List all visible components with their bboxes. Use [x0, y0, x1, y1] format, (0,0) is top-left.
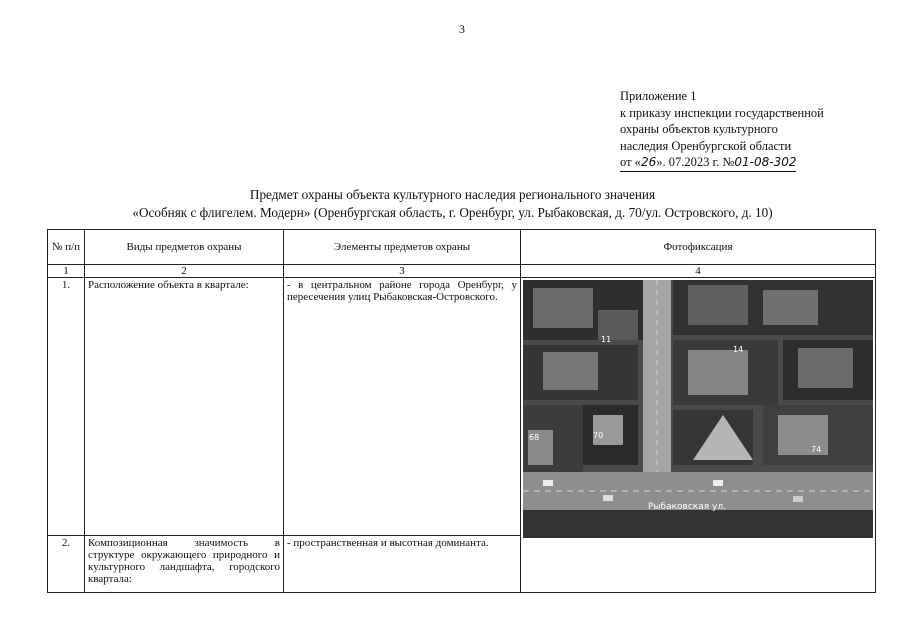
row-type: Композиционная значимость в структуре окружающего природного и культурного ландшафта, городского квартала:: [85, 536, 284, 593]
header-row: [48, 230, 876, 265]
appendix-line-1: Приложение 1: [620, 89, 697, 103]
column-number-row: [48, 265, 876, 278]
date-prefix: от «: [620, 155, 641, 169]
map-building-number: 74: [811, 445, 822, 454]
appendix-line-2: к приказу инспекции государственной: [620, 105, 824, 120]
header-photo: Фотофиксация: [521, 230, 876, 265]
row-number: 1.: [48, 278, 85, 536]
appendix-date-line: [620, 154, 824, 172]
map-building-number: 14: [733, 345, 744, 354]
date-mid: ». 07.2023 г. №: [656, 155, 735, 169]
document-title: [0, 186, 905, 222]
header-elements: Элементы предметов охраны: [284, 230, 521, 265]
order-number: 01-08-302: [734, 155, 797, 169]
page-number: 3: [459, 22, 465, 36]
photo-cell: [521, 278, 876, 593]
date-day: 26: [640, 155, 657, 169]
table-row: [48, 278, 876, 536]
appendix-line-3: охраны объектов культурного: [620, 122, 778, 136]
row-type: Расположение объекта в квартале:: [85, 278, 284, 536]
header-type: Виды предметов охраны: [85, 230, 284, 265]
title-line-2: «Особняк с флигелем. Модерн» (Оренбургская область, г. Оренбург, ул. Рыбаковская, д. 70/ул. Островского, д. 10): [132, 205, 773, 220]
title-line-1: Предмет охраны объекта культурного наследия регионального значения: [249, 187, 656, 202]
map-building-number: 68: [529, 433, 540, 442]
map-street-label: Рыбаковская ул.: [648, 502, 726, 512]
appendix-line-4: наследия Оренбургской области: [620, 138, 792, 153]
aerial-map-image: [523, 280, 873, 538]
col-num-4: 4: [521, 265, 876, 278]
map-building-number: 11: [601, 335, 612, 344]
col-num-2: 2: [85, 265, 284, 278]
map-building-number: 70: [593, 431, 604, 440]
col-num-1: 1: [48, 265, 85, 278]
row-elements: - в центральном районе города Оренбург, у пересечения улиц Рыбаковская-Островского.: [284, 278, 521, 536]
row-number: 2.: [48, 536, 85, 593]
col-num-3: 3: [284, 265, 521, 278]
header-number: № п/п: [48, 230, 85, 265]
appendix-block: [620, 88, 824, 172]
row-elements: - пространственная и высотная доминанта.: [284, 536, 521, 593]
protection-table: [47, 229, 876, 593]
